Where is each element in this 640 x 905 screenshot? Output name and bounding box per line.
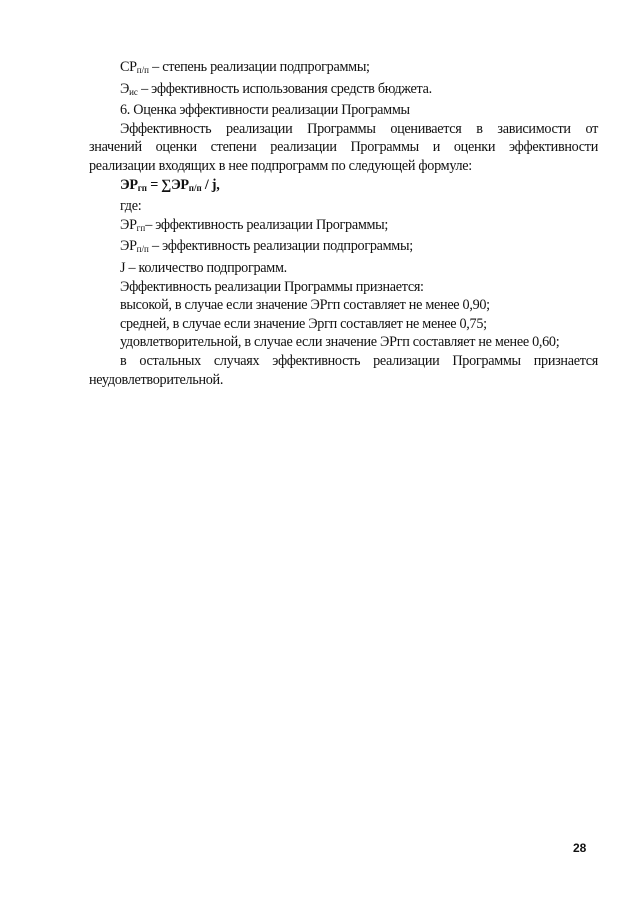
term-sr-subscript: п/п	[136, 65, 149, 75]
formula	[120, 176, 598, 198]
term-ergp-text: – эффективность реализации Программы;	[145, 216, 389, 233]
term-eis-text: – эффективность использования средств бюджета.	[137, 80, 432, 97]
line-erpp-definition	[120, 237, 598, 259]
criteria-other-line-2: неудовлетворительной.	[89, 371, 224, 388]
term-eis: Э	[120, 80, 130, 97]
paragraph-line-2: значений оценки степени реализации Программы и оценки эффективности	[89, 139, 598, 156]
section-heading: 6. Оценка эффективности реализации Программы	[120, 102, 410, 119]
line-eis-definition	[120, 80, 598, 102]
term-sr-text: – степень реализации подпрограммы;	[148, 59, 370, 75]
where-label: где:	[120, 198, 142, 215]
term-ergp-subscript: гп	[136, 222, 146, 233]
term-sr: СР	[120, 59, 137, 75]
line-recognition-intro: Эффективность реализации Программы признается:	[120, 278, 424, 295]
formula-sum: = ∑ЭР	[146, 176, 189, 193]
formula-divisor: / j,	[201, 176, 220, 193]
term-erpp-text: – эффективность реализации подпрограммы;	[148, 238, 413, 255]
criteria-medium: средней, в случае если значение Эргп составляет не менее 0,75;	[120, 315, 487, 332]
term-erpp-subscript: п/п	[136, 244, 149, 255]
formula-sub-pp: п/п	[188, 182, 202, 193]
criteria-satisfactory: удовлетворительной, в случае если значение ЭРгп составляет не менее 0,60;	[120, 334, 560, 351]
line-ergp-definition	[120, 216, 598, 238]
term-eis-subscript: ис	[129, 86, 138, 97]
document-body	[89, 58, 598, 389]
paragraph-line-3: реализации входящих в нее подпрограмм по следующей формуле:	[89, 157, 472, 174]
line-sr-definition	[120, 58, 598, 80]
line-j-definition: J – количество подпрограмм.	[120, 259, 287, 276]
formula-sub-gp: гп	[137, 182, 147, 193]
term-erpp: ЭР	[120, 238, 137, 255]
paragraph-line-1: Эффективность реализации Программы оценивается в зависимости от	[120, 120, 598, 137]
page-number: 28	[573, 841, 587, 855]
criteria-other-line-1: в остальных случаях эффективность реализации Программы признается	[120, 352, 598, 369]
term-ergp: ЭР	[120, 216, 137, 233]
criteria-high: высокой, в случае если значение ЭРгп составляет не менее 0,90;	[120, 297, 490, 314]
formula-er: ЭР	[120, 176, 138, 193]
